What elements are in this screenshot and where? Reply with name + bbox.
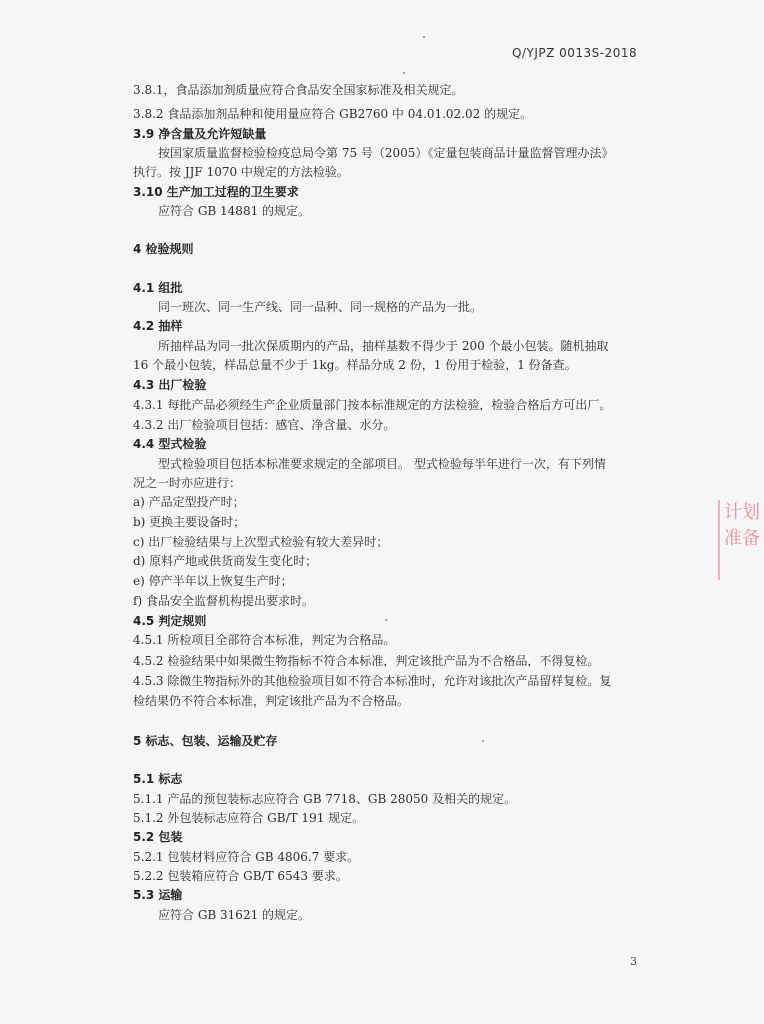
text-line: 5.1.1 产品的预包装标志应符合 GB 7718、GB 28050 及相关的规定。 — [133, 792, 517, 806]
red-stamp-fragment — [718, 500, 764, 580]
section-heading: 4.3 出厂检验 — [133, 378, 207, 392]
text-line: 所抽样品为同一批次保质期内的产品，抽样基数不得少于 200 个最小包装。随机抽取 — [158, 339, 609, 353]
text-line: 4.3.2 出厂检验项目包括：感官、净含量、水分。 — [133, 418, 396, 432]
text-line: 5.2.1 包装材料应符合 GB 4806.7 要求。 — [133, 850, 360, 864]
section-heading: 3.10 生产加工过程的卫生要求 — [133, 185, 299, 199]
text-line: 按国家质量监督检验检疫总局令第 75 号（2005）《定量包装商品计量监督管理办法》 — [158, 146, 614, 160]
text-line: 4.5.2 检验结果中如果微生物指标不符合本标准，判定该批产品为不合格品，不得复检。 — [133, 654, 600, 668]
section-heading: 4.5 判定规则 — [133, 614, 207, 628]
section-heading: 4.4 型式检验 — [133, 437, 207, 451]
text-line: 5.1.2 外包装标志应符合 GB/T 191 规定。 — [133, 811, 365, 825]
text-line: 况之一时亦应进行： — [133, 476, 242, 490]
scan-speck — [385, 619, 387, 621]
scan-speck — [482, 740, 484, 742]
text-line: 应符合 GB 14881 的规定。 — [158, 204, 311, 218]
scan-speck — [403, 72, 405, 74]
scan-speck — [423, 36, 425, 38]
section-heading: 5.3 运输 — [133, 888, 183, 902]
text-line: e) 停产半年以上恢复生产时； — [133, 574, 293, 588]
text-line: 3.8.2 食品添加剂品种和使用量应符合 GB2760 中 04.01.02.02 的规定。 — [133, 107, 533, 121]
section-heading: 4.1 组批 — [133, 281, 183, 295]
text-line: a) 产品定型投产时； — [133, 495, 245, 509]
text-line: f) 食品安全监督机构提出要求时。 — [133, 594, 314, 608]
text-line: d) 原料产地或供货商发生变化时； — [133, 554, 318, 568]
text-line: 同一班次、同一生产线、同一品种、同一规格的产品为一批。 — [158, 300, 483, 314]
text-line: 3.8.1，食品添加剂质量应符合食品安全国家标准及相关规定。 — [133, 83, 464, 97]
text-line: 检结果仍不符合本标准，判定该批产品为不合格品。 — [133, 694, 410, 708]
text-line: c) 出厂检验结果与上次型式检验有较大差异时； — [133, 535, 389, 549]
text-line: 4.3.1 每批产品必须经生产企业质量部门按本标准规定的方法检验，检验合格后方可出厂。 — [133, 398, 612, 412]
stamp-text-line: 计划 — [724, 502, 760, 523]
text-line: 应符合 GB 31621 的规定。 — [158, 908, 311, 922]
section-heading: 5 标志、包装、运输及贮存 — [133, 734, 278, 748]
section-heading: 3.9 净含量及允许短缺量 — [133, 127, 267, 141]
section-heading: 4.2 抽样 — [133, 319, 183, 333]
text-line: 型式检验项目包括本标准要求规定的全部项目。 型式检验每半年进行一次，有下列情 — [158, 457, 606, 471]
text-line: 4.5.1 所检项目全部符合本标准，判定为合格品。 — [133, 633, 396, 647]
section-heading: 4 检验规则 — [133, 242, 194, 256]
text-line: 16 个最小包装，样品总量不少于 1kg。样品分成 2 份，1 份用于检验，1 份备查。 — [133, 358, 577, 372]
text-line: 执行。按 JJF 1070 中规定的方法检验。 — [133, 165, 349, 179]
section-heading: 5.1 标志 — [133, 772, 183, 786]
standard-code: Q/YJPZ 0013S-2018 — [512, 46, 638, 60]
text-line: b) 更换主要设备时； — [133, 515, 246, 529]
text-line: 4.5.3 除微生物指标外的其他检验项目如不符合本标准时，允许对该批次产品留样复检。复 — [133, 674, 612, 688]
section-heading: 5.2 包装 — [133, 830, 183, 844]
stamp-text-line: 准备 — [724, 528, 760, 549]
page-number: 3 — [630, 955, 637, 968]
text-line: 5.2.2 包装箱应符合 GB/T 6543 要求。 — [133, 869, 348, 883]
